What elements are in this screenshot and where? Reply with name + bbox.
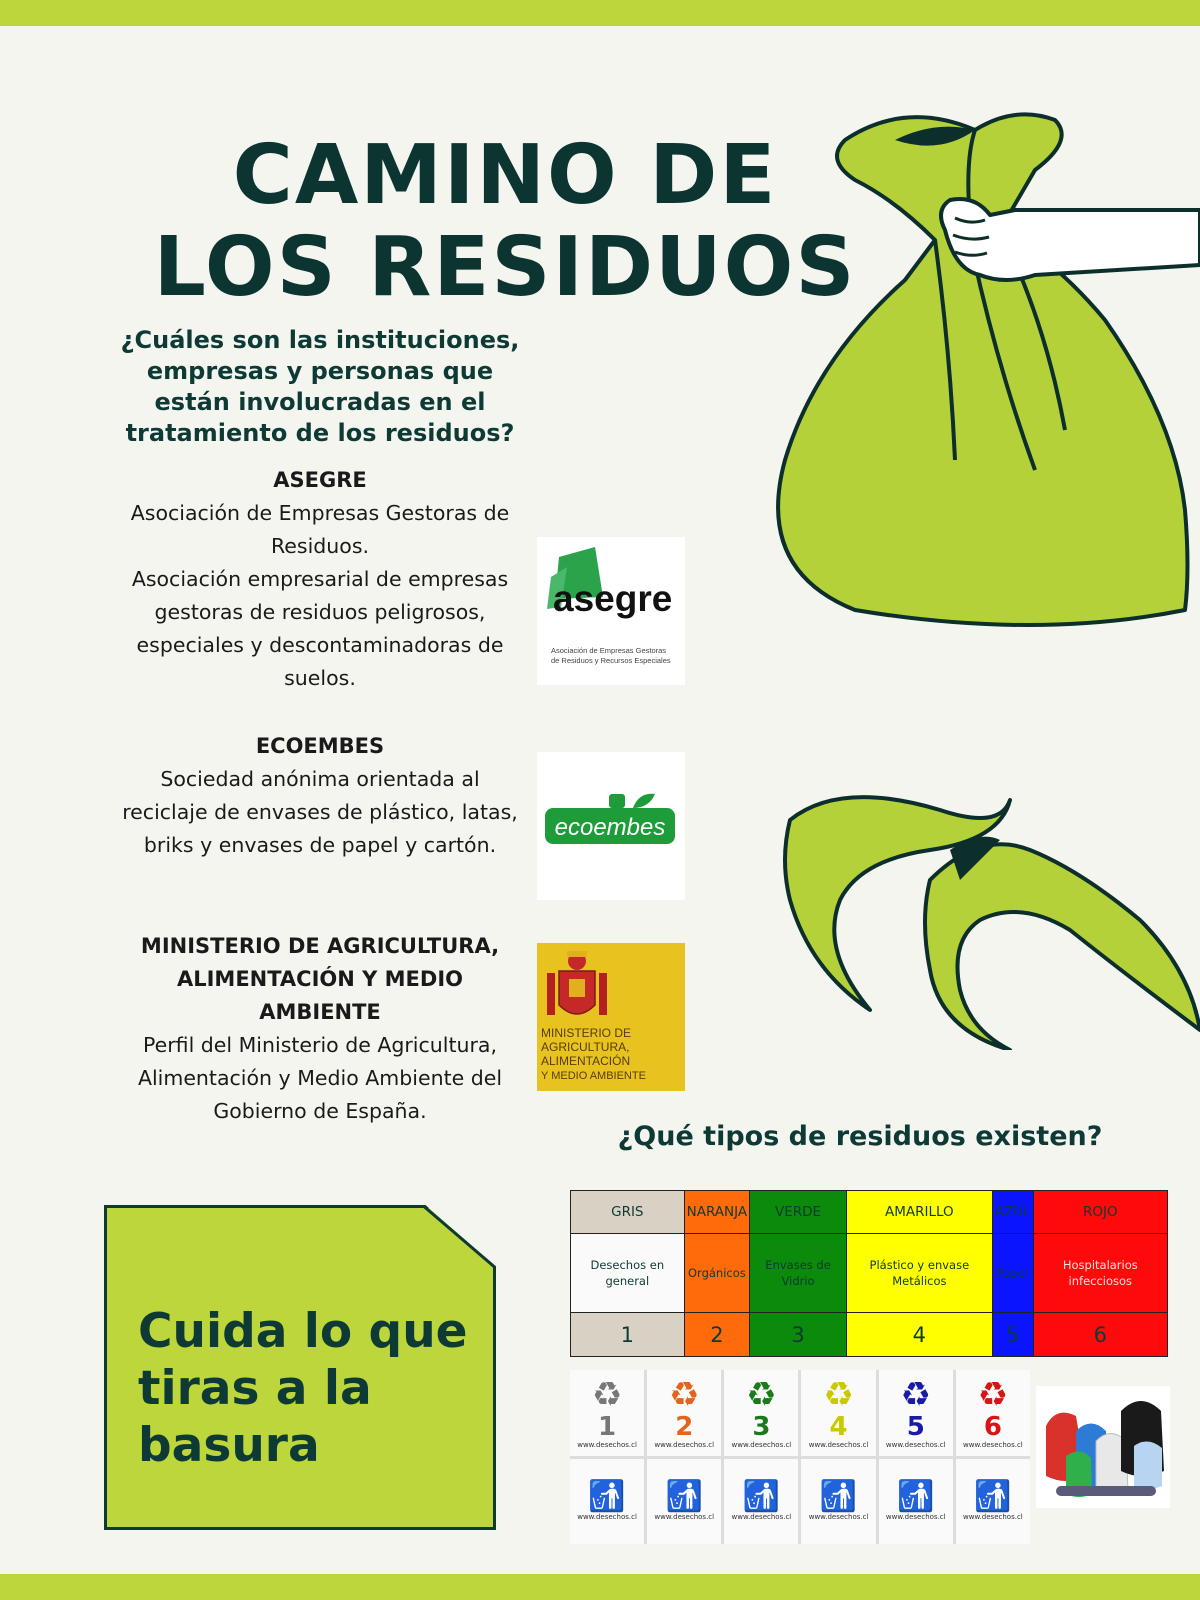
recycle-symbol [879,1370,953,1456]
person-throwing-trash-icon: 🚮 [897,1479,935,1515]
waste-types-table [570,1190,1168,1357]
color-name-cell: VERDE [750,1191,847,1234]
number-cell: 1 [571,1313,685,1357]
bin-site: www.desechos.cl [963,1440,1023,1449]
asegre-logo-subtext-2: de Residuos y Recursos Especiales [551,656,671,665]
recycle-icon: ♻ [591,1374,623,1415]
ministerio-logo-line-4: Y MEDIO AMBIENTE [541,1070,646,1082]
ecoembes-logo-text: ecoembes [554,814,666,841]
person-bin [801,1459,875,1545]
person-throwing-trash-icon: 🚮 [819,1479,858,1515]
title-line-1: CAMINO DE [232,128,778,223]
recycle-icon: ♻ [823,1374,854,1415]
person-throwing-trash-icon: 🚮 [588,1479,626,1515]
bin-site: www.desechos.cl [577,1513,637,1522]
coat-of-arms-icon [547,951,607,1015]
number-cell: 6 [1033,1313,1167,1357]
colored-trash-bags-image [1036,1386,1170,1508]
person-bin [570,1459,644,1545]
bin-number: 1 [598,1411,617,1442]
description-cell: Envases de Vidrio [750,1234,847,1313]
recycle-icon: ♻ [977,1374,1009,1415]
intro-question: ¿Cuáles son las instituciones, empresas y personas que están involucradas en el tratamiento de los residuos? [120,326,520,447]
recycle-icon: ♻ [669,1374,700,1415]
person-bin [879,1459,953,1545]
bin-number: 5 [906,1411,925,1442]
bin-site: www.desechos.cl [963,1513,1023,1522]
bin-site: www.desechos.cl [885,1440,946,1449]
bottom-band [0,1574,1200,1600]
recycle-symbol [570,1370,644,1456]
recycling-bins-grid [570,1370,1030,1544]
org-ministerio [115,930,525,1128]
bin-site: www.desechos.cl [731,1513,792,1522]
person-bin [647,1459,721,1545]
color-name-cell: GRIS [571,1191,685,1234]
leaf-icon [633,794,655,808]
recycle-icon: ♻ [746,1374,777,1415]
org-asegre [115,464,525,695]
person-throwing-trash-icon: 🚮 [742,1479,781,1515]
person-bin [724,1459,798,1545]
bin-number: 4 [829,1411,848,1442]
recycle-icon: ♻ [900,1374,931,1415]
org-description: Asociación de Empresas Gestoras de Residuos. Asociación empresarial de empresas gestoras de residuos peligrosos, especiales y descontaminadoras de suelos. [130,501,510,690]
org-name: MINISTERIO DE AGRICULTURA, ALIMENTACIÓN Y MEDIO AMBIENTE [140,934,500,1024]
recycle-symbol [724,1370,798,1456]
description-cell: Desechos en general [571,1234,685,1313]
bin-site: www.desechos.cl [577,1440,637,1449]
description-cell: Hospitalarios infecciosos [1033,1234,1167,1313]
callout-text: Cuida lo que tiras a la basura [138,1304,468,1473]
org-name: ECOEMBES [255,734,385,758]
number-cell: 4 [846,1313,992,1357]
description-cell: Orgánicos [684,1234,749,1313]
top-band [0,0,1200,26]
bin-site: www.desechos.cl [885,1513,946,1522]
ministerio-logo [537,943,685,1091]
bin-site: www.desechos.cl [654,1440,715,1449]
description-cell: Papel [992,1234,1033,1313]
color-name-cell: AZUL [992,1191,1033,1234]
recycle-symbol [647,1370,721,1456]
trash-bag-illustration [775,100,1200,630]
org-description: Perfil del Ministerio de Agricultura, Alimentación y Medio Ambiente del Gobierno de España. [137,1033,503,1123]
number-cell: 2 [684,1313,749,1357]
asegre-logo-subtext-1: Asociación de Empresas Gestoras [551,646,667,655]
bin-site: www.desechos.cl [654,1513,715,1522]
org-description: Sociedad anónima orientada al reciclaje de envases de plástico, latas, briks y envases de papel y cartón. [122,767,518,857]
number-cell: 5 [992,1313,1033,1357]
org-name: ASEGRE [273,468,367,492]
ministerio-logo-line-3: ALIMENTACIÓN [541,1054,631,1068]
color-name-cell: NARANJA [684,1191,749,1234]
asegre-logo [537,537,685,685]
description-cell: Plástico y envase Metálicos [846,1234,992,1313]
asegre-logo-text: asegre [553,578,673,619]
waste-types-question: ¿Qué tipos de residuos existen? [617,1121,1103,1152]
bin-number: 3 [752,1411,771,1442]
title-line-2: LOS RESIDUOS [153,220,857,315]
recycle-symbol [801,1370,875,1456]
number-cell: 3 [750,1313,847,1357]
bin-number: 6 [983,1411,1002,1442]
person-throwing-trash-icon: 🚮 [665,1479,703,1515]
color-name-cell: ROJO [1033,1191,1167,1234]
bin-number: 2 [675,1411,694,1442]
bin-site: www.desechos.cl [808,1440,869,1449]
ministerio-logo-line-2: AGRICULTURA, [541,1040,630,1054]
ministerio-logo-line-1: MINISTERIO DE [541,1026,632,1040]
org-ecoembes [115,730,525,862]
bin-site: www.desechos.cl [731,1440,792,1449]
bin-site: www.desechos.cl [808,1513,869,1522]
person-throwing-trash-icon: 🚮 [974,1479,1012,1515]
person-bin [956,1459,1030,1545]
recycle-symbol [956,1370,1030,1456]
color-name-cell: AMARILLO [846,1191,992,1234]
ecoembes-logo [537,752,685,900]
bag-tie-illustration [780,790,1200,1050]
